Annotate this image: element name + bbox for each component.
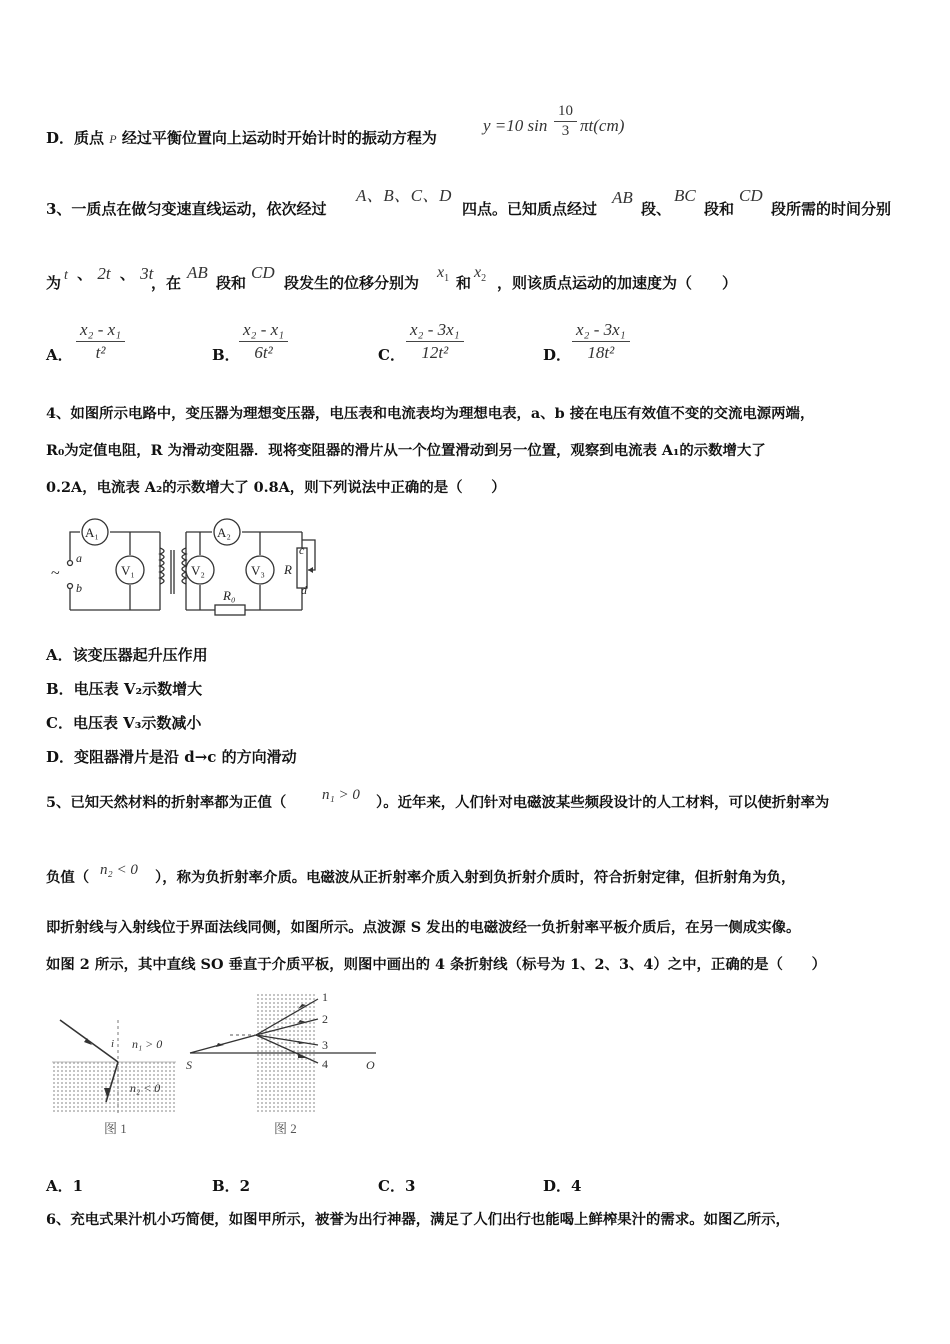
q2-eq-fraction	[554, 103, 577, 140]
circuit-label-r0: R₀	[223, 588, 236, 603]
q3-t1: t	[64, 268, 68, 283]
q3-option-d-num: x₂ - 3x₁	[572, 320, 630, 342]
q4-option-b: B．电压表 V₂示数增大	[46, 680, 203, 698]
q3-x2-var: x	[474, 264, 482, 281]
q6-line-1: 6、充电式果汁机小巧简便，如图甲所示，被誉为出行神器，满足了人们出行也能喝上鲜榨果汁的需求。如图乙所示，	[46, 1211, 790, 1228]
circuit-label-c: c	[299, 543, 305, 557]
fig2-label-s: S	[186, 1058, 192, 1072]
q4-line-3: 0.2A，电流表 A₂的示数增大了 0.8A，则下列说法中正确的是（ ）	[46, 479, 506, 496]
q3-text-1a: 3、一质点在做匀变速直线运动，依次经过	[46, 200, 327, 218]
circuit-label-r: R	[284, 562, 292, 577]
circuit-label-a2: A₂	[217, 525, 231, 540]
q3-points	[356, 186, 451, 206]
q3-text-1e: 段所需的时间分别	[771, 200, 892, 218]
q3-line-1c	[641, 199, 671, 219]
q3-text-2a: 为	[46, 274, 62, 292]
q2-eq-lhs: y =10 sin	[483, 116, 548, 135]
q3-option-c-den: 12t²	[421, 343, 449, 362]
q2-option-d-text: 经过平衡位置向上运动时开始计时的振动方程为	[121, 129, 437, 147]
q3-option-a-den: t²	[95, 343, 106, 362]
q3-option-d-den: 18t²	[587, 343, 615, 362]
fig2-ray-3: 3	[322, 1038, 328, 1052]
q3-seg-cd2: CD	[251, 263, 275, 282]
q5-option-d: D．4	[543, 1177, 582, 1195]
q3-times	[64, 264, 153, 286]
circuit-label-b: b	[76, 581, 82, 595]
q3-option-c-label: C．	[378, 346, 405, 364]
q3-line-2d	[284, 273, 419, 293]
q3-option-b-label: B．	[212, 346, 240, 364]
q4-line-1: 4、如图所示电路中，变压器为理想变压器，电压表和电流表均为理想电表，a、b 接在电压有效值不变的交流电源两端，	[46, 405, 815, 422]
q5-line-2b: ），称为负折射率介质。电磁波从正折射率介质入射到负折射介质时，符合折射定律，但折射角为负，	[155, 869, 796, 886]
q3-sep2: 、	[119, 265, 135, 283]
circuit-label-d: d	[301, 583, 307, 597]
q4-line-2: R₀为定值电阻，R 为滑动变阻器．现将变阻器的滑片从一个位置滑动到另一位置，观察到电流表 A₁的示数增大了	[46, 442, 766, 459]
q3-line-1	[46, 199, 326, 219]
circuit-label-a1: A₁	[85, 525, 99, 540]
q5-n2-math: n₂ < 0	[100, 862, 138, 878]
q3-cd2	[251, 263, 275, 283]
q5-option-b: B．2	[212, 1177, 251, 1195]
q3-ab2	[187, 263, 208, 283]
q3-text-2e: 和	[456, 274, 472, 292]
q3-x2	[474, 262, 486, 289]
q5-n2	[100, 859, 138, 880]
q5-line-1a: 5、已知天然材料的折射率都为正值（	[46, 794, 287, 811]
q2-equation	[483, 116, 547, 136]
fig2-label-o: O	[366, 1058, 375, 1072]
fig2-ray-1: 1	[322, 990, 328, 1004]
q5-n1-math: n₁ > 0	[322, 787, 360, 803]
q5-figures	[40, 985, 400, 1145]
fig2-ray-2: 2	[322, 1012, 328, 1026]
figure-1	[52, 1020, 176, 1136]
q3-seg-cd: CD	[739, 186, 763, 205]
circuit-label-v3: V₃	[251, 563, 265, 578]
q3-option-c-num: x₂ - 3x₁	[406, 320, 464, 342]
circuit-label-v2: V₂	[191, 563, 205, 578]
q3-line-1e	[771, 199, 891, 219]
q3-option-a-fraction	[76, 320, 125, 363]
q2-var-p: P	[109, 132, 117, 146]
q3-cd	[739, 186, 763, 206]
q3-text-1b: 四点。已知质点经过	[462, 200, 598, 218]
q4-option-d: D．变阻器滑片是沿 d→c 的方向滑动	[46, 748, 297, 766]
q3-x1-sub: 1	[444, 273, 450, 284]
q5-option-c: C．3	[378, 1177, 416, 1195]
q2-eq-rhs-wrap	[580, 116, 624, 136]
q2-eq-num: 10	[554, 103, 577, 122]
q3-option-a-label: A．	[46, 346, 73, 364]
q3-line-1b	[462, 199, 597, 219]
q3-x1	[437, 262, 449, 289]
figure-2	[186, 990, 376, 1136]
q3-option-c-fraction	[406, 320, 464, 363]
q3-points-math: A、B、C、D	[356, 186, 452, 205]
q3-option-b-fraction	[239, 320, 288, 363]
q5-line-3: 即折射线与入射线位于界面法线同侧，如图所示。点波源 S 发出的电磁波经一负折射率平板介质后，在另一侧成实像。	[46, 919, 801, 936]
q3-line-2b	[151, 273, 181, 293]
q4-circuit-diagram	[40, 510, 330, 625]
q3-line-2	[46, 273, 61, 293]
q3-x2-sub: 2	[481, 273, 487, 284]
q3-line-2c	[216, 273, 246, 293]
circuit-label-a: a	[76, 551, 82, 565]
q3-t3: 3t	[140, 264, 154, 283]
q3-line-1d	[704, 199, 734, 219]
rheostat-slider	[308, 567, 313, 573]
fig2-caption: 图 2	[274, 1121, 297, 1136]
q3-ab	[612, 188, 633, 208]
q2-eq-rhs: πt(cm)	[580, 116, 625, 135]
q2-eq-den: 3	[561, 123, 570, 139]
q3-seg-ab2: AB	[187, 263, 208, 282]
q3-text-2f: ，则该质点运动的加速度为（ ）	[497, 274, 738, 292]
q3-seg-ab: AB	[612, 188, 633, 207]
q3-text-1d: 段和	[704, 200, 735, 218]
q5-n1	[322, 784, 360, 805]
q3-seg-bc: BC	[674, 186, 696, 205]
q4-option-c: C．电压表 V₃示数减小	[46, 714, 202, 732]
fig1-label-n2: n₂ < 0	[130, 1081, 161, 1095]
q3-text-2c: 段和	[216, 274, 247, 292]
fig1-label-i: i	[111, 1038, 115, 1050]
q5-line-2a: 负值（	[46, 869, 90, 886]
q3-x1-var: x	[437, 264, 445, 281]
q3-text-2d: 段发生的位移分别为	[284, 274, 420, 292]
q5-option-a: A．1	[46, 1177, 84, 1195]
q3-line-2f	[497, 273, 737, 293]
q3-option-d-fraction	[572, 320, 630, 363]
q3-sep1: 、	[77, 265, 93, 283]
q2-option-d-label: D．质点	[46, 129, 105, 147]
fig1-caption: 图 1	[104, 1121, 127, 1136]
q3-option-a-num: x₂ - x₁	[76, 320, 125, 342]
q2-option-d	[46, 128, 437, 149]
q3-text-2b: ，在	[151, 274, 182, 292]
q3-option-b-den: 6t²	[254, 343, 273, 362]
q3-option-b-num: x₂ - x₁	[239, 320, 288, 342]
q3-bc	[674, 186, 696, 206]
q3-option-d-label: D．	[543, 346, 572, 364]
q3-text-1c: 段、	[641, 200, 672, 218]
fig1-label-n1: n₁ > 0	[132, 1037, 163, 1051]
ac-source-symbol: ~	[51, 565, 60, 582]
q4-option-a: A．该变压器起升压作用	[46, 646, 208, 664]
q5-line-1b: ）。近年来，人们针对电磁波某些频段设计的人工材料，可以使折射率为	[376, 794, 830, 811]
q3-t2: 2t	[97, 264, 111, 283]
q3-line-2e	[456, 273, 471, 293]
q5-line-4: 如图 2 所示，其中直线 SO 垂直于介质平板，则图中画出的 4 条折射线（标号为 1、2、3、4）之中，正确的是（ ）	[46, 956, 827, 973]
fig2-ray-4: 4	[322, 1057, 328, 1071]
circuit-label-v1: V₁	[121, 563, 135, 578]
